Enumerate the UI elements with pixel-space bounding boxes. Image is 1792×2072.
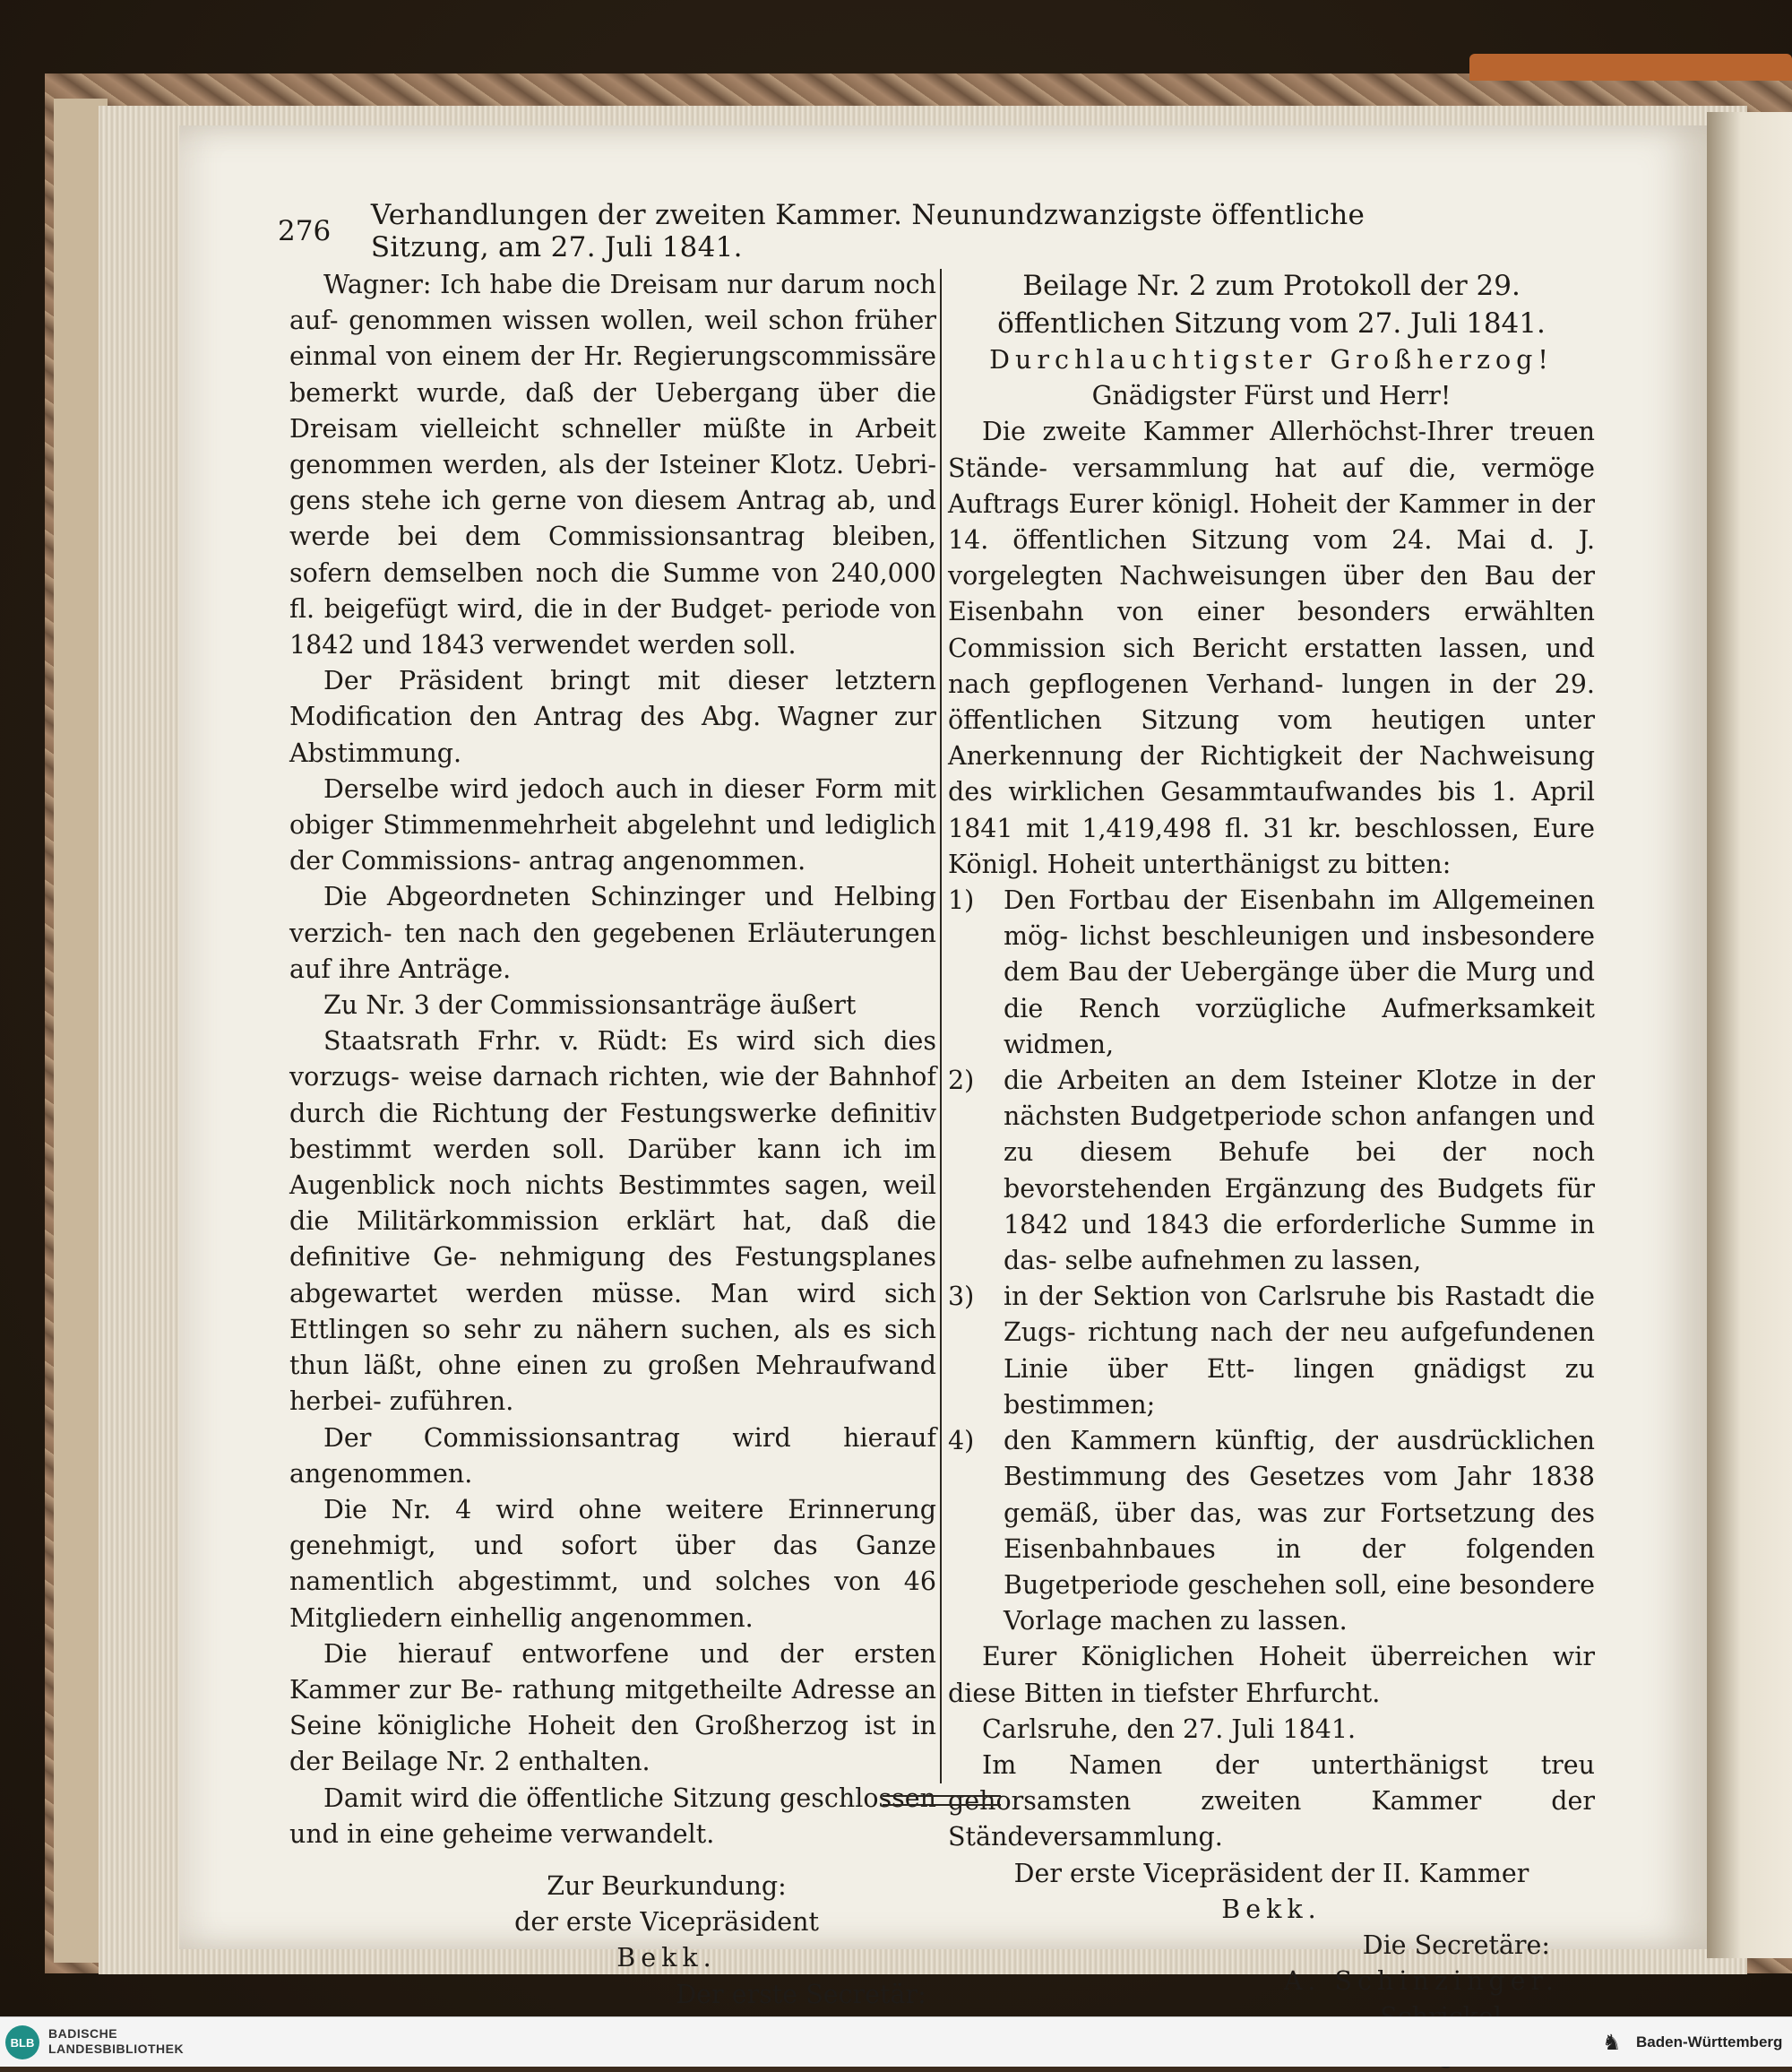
- salutation: Durchlauchtigster Großherzog!: [989, 345, 1554, 375]
- end-rule: [883, 1795, 1001, 1806]
- salutation: Gnädigster Fürst und Herr!: [1091, 381, 1452, 411]
- paragraph-address: Die hierauf entworfene und der ersten Kammer zur Be- rathung mitgetheilte Adresse an Seine königliche Hoheit den Großherzog ist in der Beilage Nr. 2 enthalten.: [289, 1638, 936, 1777]
- facing-page-edge: [1707, 112, 1792, 1958]
- paragraph-president: Der Präsident bringt mit dieser letztern Modification den Antrag des Abg. Wagner zur Abstimmung.: [289, 666, 936, 768]
- running-header: [278, 199, 1469, 263]
- secretaries-label: Die Secretäre:: [1362, 1930, 1550, 1960]
- attest-line: Der erste Secretär:: [676, 1979, 926, 2009]
- book-spine-leather: [1469, 54, 1792, 81]
- page-number: 276: [278, 215, 332, 247]
- attest-line: Zur Beurkundung:: [547, 1870, 787, 1901]
- coat-of-arms-icon: ♞: [1602, 2031, 1622, 2055]
- paragraph-nr4: Die Nr. 4 wird ohne weitere Erinnerung genehmigt, und sofort über das Ganze namentlich abgestimmt, und solches von 46 Mitgliedern einhellig angenommen.: [289, 1494, 936, 1633]
- list-item: 2) die Arbeiten an dem Isteiner Klotze in der nächsten Budgetperiode schon anfangen und zu diesem Behufe bei der noch bevorstehenden Ergänzung des Budgets für 1842 und 1843 die erforderliche Summe in das- selbe aufnehmen zu lassen,: [948, 1066, 1595, 1276]
- blb-logo-icon[interactable]: BLB: [5, 2025, 39, 2059]
- paragraph-deputies: Die Abgeordneten Schinzinger und Helbing verzich- ten nach den gegebenen Erläuterungen auf ihre Anträge.: [289, 882, 936, 984]
- attest-line: der erste Vicepräsident: [514, 1907, 819, 1938]
- paragraph-closing: Damit wird die öffentliche Sitzung geschlossen und in eine geheime verwandelt.: [289, 1783, 936, 1849]
- list-item: 1) Den Fortbau der Eisenbahn im Allgemeinen mög- lichst beschleunigen und insbesondere dem Bau der Uebergänge über die Murg und die Rench vorzügliche Aufmerksamkeit widmen,: [948, 885, 1595, 1059]
- library-name[interactable]: BADISCHE LANDESBIBLIOTHEK: [48, 2026, 185, 2056]
- running-title: Verhandlungen der zweiten Kammer. Neunundzwanzigste öffentliche Sitzung, am 27. Juli 1841.: [370, 199, 1366, 263]
- list-item: 4) den Kammern künftig, der ausdrücklichen Bestimmung des Gesetzes vom Jahr 1838 gemäß, über das, was zur Fortsetzung des Eisenbahnbaues in der folgenden Bugetperiode geschehen soll, eine besondere Vorlage machen zu lassen.: [948, 1426, 1595, 1636]
- paragraph-rejected: Derselbe wird jedoch auch in dieser Form mit obiger Stimmenmehrheit abgelehnt und lediglich der Commissions- antrag angenommen.: [289, 773, 936, 876]
- attest-name: Bekk.: [616, 1943, 717, 1973]
- footer-bar: [0, 2016, 1792, 2067]
- left-column: [289, 267, 936, 2049]
- right-column: [948, 267, 1595, 2072]
- vicepresident-line: Der erste Vicepräsident der II. Kammer: [1013, 1858, 1529, 1888]
- secretary-name: A. Schinzinger.: [1283, 1966, 1559, 1997]
- petition-closing: Eurer Königlichen Hoheit überreichen wir diese Bitten in tiefster Ehrfurcht.: [948, 1642, 1595, 1708]
- paragraph-nr3: Zu Nr. 3 der Commissionsanträge äußert: [323, 990, 857, 1021]
- in-name-line: Im Namen der unterthänigst treu gehorsamsten zweiten Kammer der Ständeversammlung.: [948, 1749, 1595, 1852]
- state-name[interactable]: Baden-Württemberg: [1636, 2033, 1783, 2050]
- vicepresident-name: Bekk.: [1221, 1894, 1322, 1924]
- column-divider: [940, 269, 942, 1783]
- paragraph-wagner: Wagner: Ich habe die Dreisam nur darum noch auf- genommen wissen wollen, weil schon früher einmal von einem der Hr. Regierungscommissäre bemerkt wurde, daß der Uebergang über die Dreisam vielleicht schneller müßte in Arbeit genommen werden, als der Isteiner Klotz. Uebri- gens stehe ich gerne von diesem Antrag ab, und werde bei dem Commissionsantrag bleiben, sofern demselben noch die Summe von 240,000 fl. beigefügt wird, die in der Budget- periode von 1842 und 1843 verwendet werden soll.: [289, 270, 936, 660]
- petition-intro: Die zweite Kammer Allerhöchst-Ihrer treuen Stände- versammlung hat auf die, vermöge Auftrags Eurer königl. Hoheit der Kammer in der 14. öffentlichen Sitzung vom 24. Mai d. J. vorgelegten Nachweisungen über den Bau der Eisenbahn von einer besonders erwählten Commission sich Bericht erstatten lassen, und nach gepflogenen Verhand- lungen in der 29. öffentlichen Sitzung vom heutigen unter Anerkennung der Richtigkeit der Nachweisung des wirklichen Gesammtaufwandes bis 1. April 1841 mit 1,419,498 fl. 31 kr. beschlossen, Eure Königl. Hoheit unterthänigst zu bitten:: [948, 417, 1595, 879]
- paragraph-ruedt: Staatsrath Frhr. v. Rüdt: Es wird sich dies vorzugs- weise darnach richten, wie der Bahnhof durch die Richtung der Festungswerke definitiv bestimmt werden soll. Darüber kann ich im Augenblick noch nichts Bestimmtes sagen, weil die Militärkommission erklärt hat, daß die definitive Ge- nehmigung des Festungsplanes abgewartet werden müsse. Man wird sich Ettlingen so sehr zu nähern suchen, als es sich thun läßt, ohne einen zu großen Mehraufwand herbei- zuführen.: [289, 1026, 936, 1417]
- list-item: 3) in der Sektion von Carlsruhe bis Rastadt die Zugs- richtung nach der neu aufgefundenen Linie über Ett- lingen gnädigst zu bestimmen;: [948, 1282, 1595, 1420]
- appendix-title: Beilage Nr. 2 zum Protokoll der 29. öffentlichen Sitzung vom 27. Juli 1841.: [997, 270, 1546, 340]
- place-date: Carlsruhe, den 27. Juli 1841.: [982, 1714, 1357, 1744]
- paragraph-accepted: Der Commissionsantrag wird hierauf angenommen.: [289, 1422, 936, 1489]
